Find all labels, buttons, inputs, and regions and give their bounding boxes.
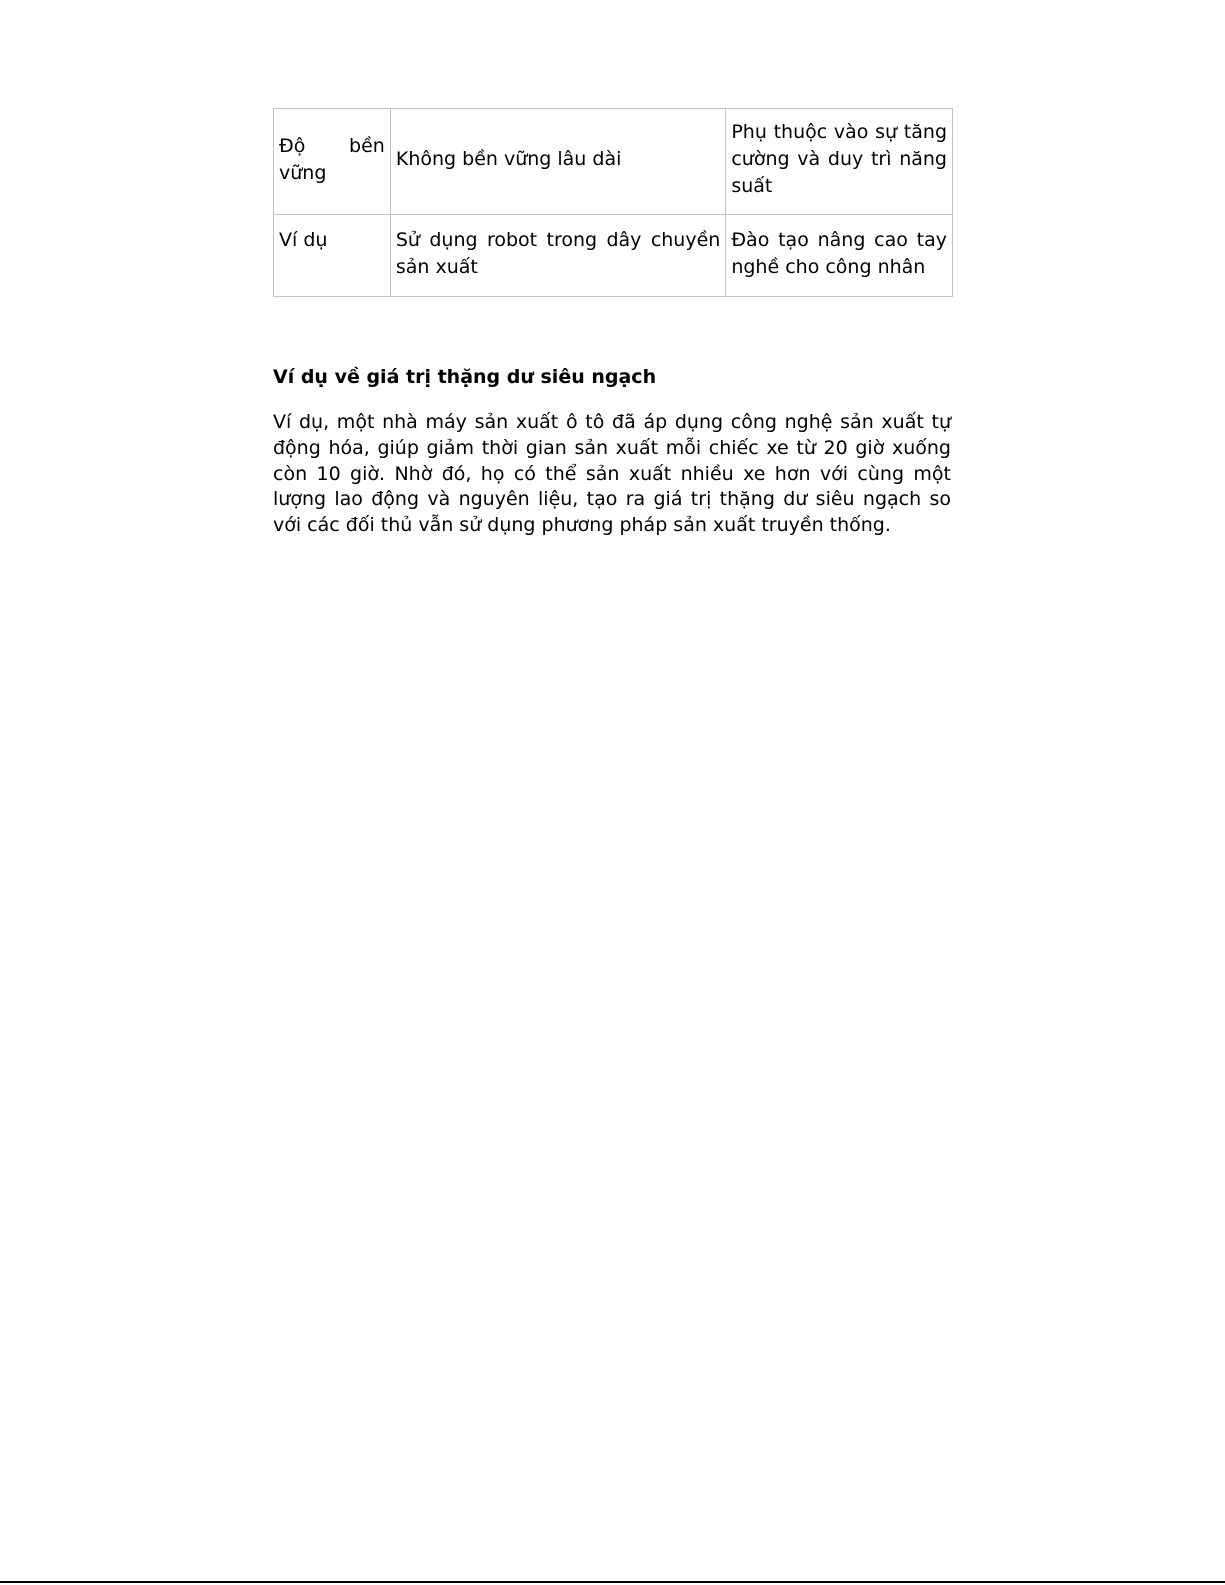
table-cell	[390, 215, 725, 297]
cell-text: Phụ thuộc vào sự tăng cường và duy trì năng suất	[731, 121, 947, 197]
table-cell	[390, 109, 725, 215]
section-paragraph: Ví dụ, một nhà máy sản xuất ô tô đã áp dụng công nghệ sản xuất tự động hóa, giúp giảm thời gian sản xuất mỗi chiếc xe từ 20 giờ xuống còn 10 giờ. Nhờ đó, họ có thể sản xuất nhiều xe hơn với cùng một lượng lao động và nguyên liệu, tạo ra giá trị thặng dư siêu ngạch so với các đối thủ vẫn sử dụng phương pháp sản xuất truyền thống.	[273, 411, 951, 537]
table-cell	[274, 215, 391, 297]
cell-text: Đào tạo nâng cao tay nghề cho công nhân	[731, 229, 947, 278]
table-cell	[726, 109, 953, 215]
table-row	[274, 109, 953, 215]
comparison-table	[273, 108, 953, 297]
cell-text: Ví dụ	[279, 229, 328, 251]
section-heading: Ví dụ về giá trị thặng dư siêu ngạch	[273, 366, 657, 388]
cell-text: Độ bền vững	[279, 134, 385, 184]
cell-text: Sử dụng robot trong dây chuyền sản xuất	[395, 229, 721, 278]
page-bottom-rule	[0, 1581, 1225, 1583]
cell-text: Không bền vững lâu dài	[395, 148, 622, 170]
page-content	[273, 108, 951, 537]
table-cell	[274, 109, 391, 215]
table-cell	[726, 215, 953, 297]
table-row	[274, 215, 953, 297]
